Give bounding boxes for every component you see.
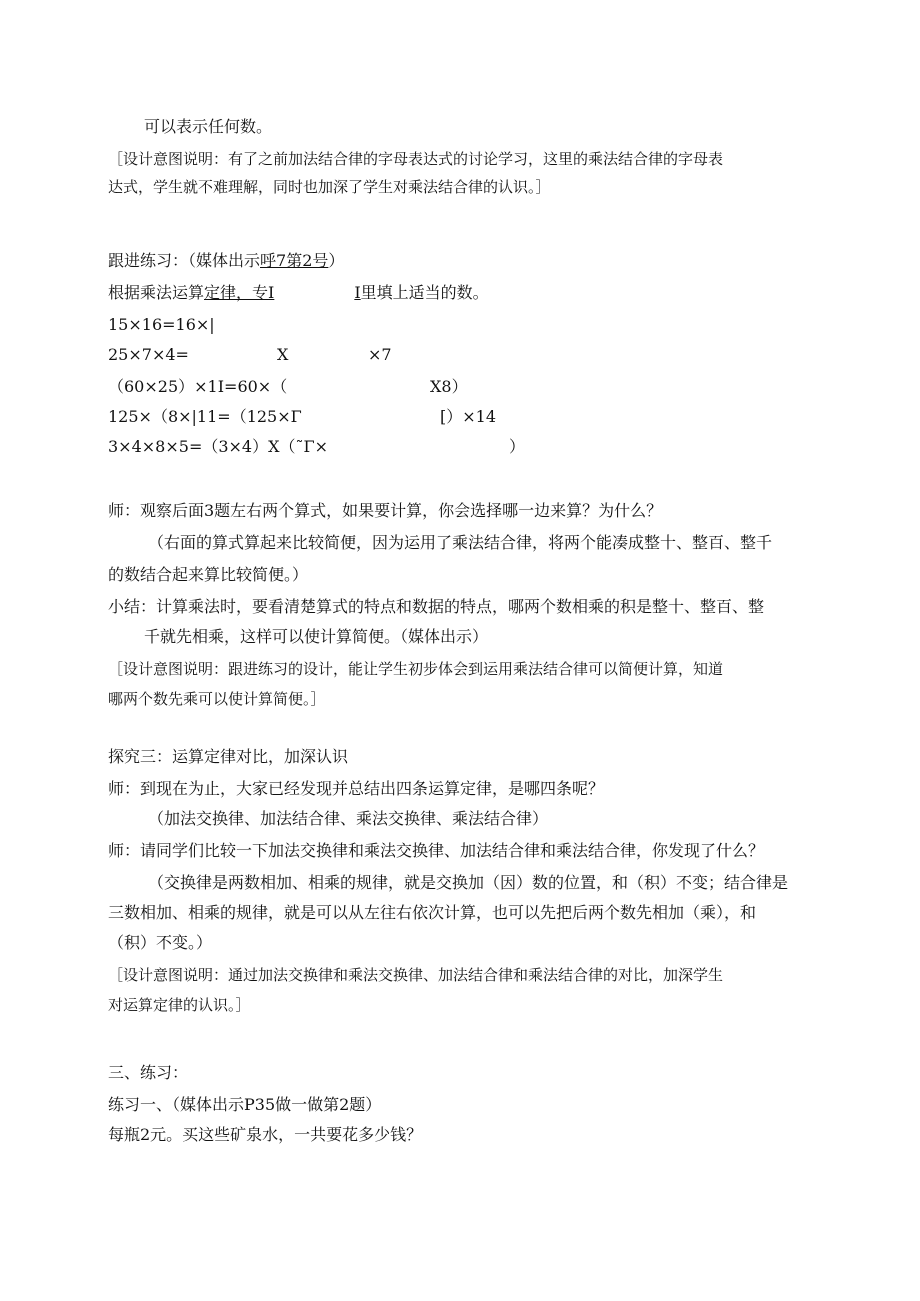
question-5-end: ）: [509, 437, 526, 456]
question-5: 3×4×8×5=（3×4）X（˜Γ×: [108, 437, 329, 456]
section-heading: 三、练习：: [108, 1063, 189, 1082]
instruction-text: 根据乘法运算: [108, 283, 205, 302]
exercise-question: 每瓶2元。买这些矿泉水，一共要花多少钱？: [108, 1125, 423, 1144]
student-answer-line: 的数结合起来算比较简便。）: [108, 565, 309, 584]
design-note-line: ［设计意图说明：通过加法交换律和乘法交换律、加法结合律和乘法结合律的对比，加深学生: [108, 966, 724, 984]
question-2: 25×7×4=: [108, 345, 189, 364]
student-answer-line: （交换律是两数相加、相乘的规律，就是交换加（因）数的位置，和（积）不变；结合律是: [148, 873, 789, 892]
student-answer-line: 三数相加、相乘的规律，就是可以从左往右依次计算，也可以先把后两个数先相加（乘），和: [108, 903, 757, 922]
practice-heading-text: 跟进练习：（媒体出示: [108, 251, 261, 270]
question-4-end: [）×14: [440, 407, 497, 426]
question-1: 15×16=16×|: [108, 315, 215, 334]
practice-instruction: [108, 282, 489, 304]
paragraph-line: 可以表示任何数。: [144, 117, 273, 136]
design-note-line: 哪两个数先乘可以使计算简便。］: [108, 690, 326, 708]
student-answer-line: （加法交换律、加法结合律、乘法交换律、乘法结合律）: [148, 809, 549, 828]
summary-line: 千就先相乘，这样可以使计算简便。（媒体出示）: [144, 627, 489, 646]
question-2-mid: X: [277, 345, 289, 364]
student-answer-line: （积）不变。）: [108, 933, 213, 952]
question-3-end: X8）: [430, 377, 468, 396]
design-note-line: ［设计意图说明：跟进练习的设计，能让学生初步体会到运用乘法结合律可以简便计算，知道: [108, 660, 724, 678]
teacher-question: 师：到现在为止，大家已经发现并总结出四条运算定律，是哪四条呢？: [108, 779, 605, 798]
design-note-line: ［设计意图说明：有了之前加法结合律的字母表达式的讨论学习，这里的乘法结合律的字母表: [108, 150, 724, 168]
question-4: 125×（8×|11=（125×Γ: [108, 407, 302, 426]
instruction-blank: [204, 283, 361, 302]
section-title: 探究三：运算定律对比，加深认识: [108, 747, 349, 766]
practice-heading: [108, 250, 344, 272]
design-note-line: 达式，学生就不难理解，同时也加深了学生对乘法结合律的认识。］: [108, 178, 551, 196]
instruction-blank-right: I: [354, 283, 361, 302]
practice-heading-close: ）: [328, 251, 345, 270]
student-answer-line: （右面的算式算起来比较简便，因为运用了乘法结合律，将两个能凑成整十、整百、整千: [148, 533, 773, 552]
instruction-blank-left: 定律，专I: [204, 283, 275, 302]
summary-line: 小结：计算乘法时，要看清楚算式的特点和数据的特点，哪两个数相乘的积是整十、整百、整: [108, 597, 765, 616]
practice-heading-ref: 呼7第2号: [260, 251, 329, 270]
question-2-end: ×7: [368, 345, 392, 364]
teacher-question: 师：请同学们比较一下加法交换律和乘法交换律、加法结合律和乘法结合律，你发现了什么？: [108, 841, 765, 860]
teacher-question: 师：观察后面3题左右两个算式，如果要计算，你会选择哪一边来算？为什么？: [108, 501, 663, 520]
exercise-title: 练习一、（媒体出示P35做一做第2题）: [108, 1095, 382, 1114]
design-note-line: 对运算定律的认识。］: [108, 996, 251, 1014]
question-3: （60×25）×1I=60×（: [108, 377, 288, 396]
instruction-tail: 里填上适当的数。: [360, 283, 489, 302]
